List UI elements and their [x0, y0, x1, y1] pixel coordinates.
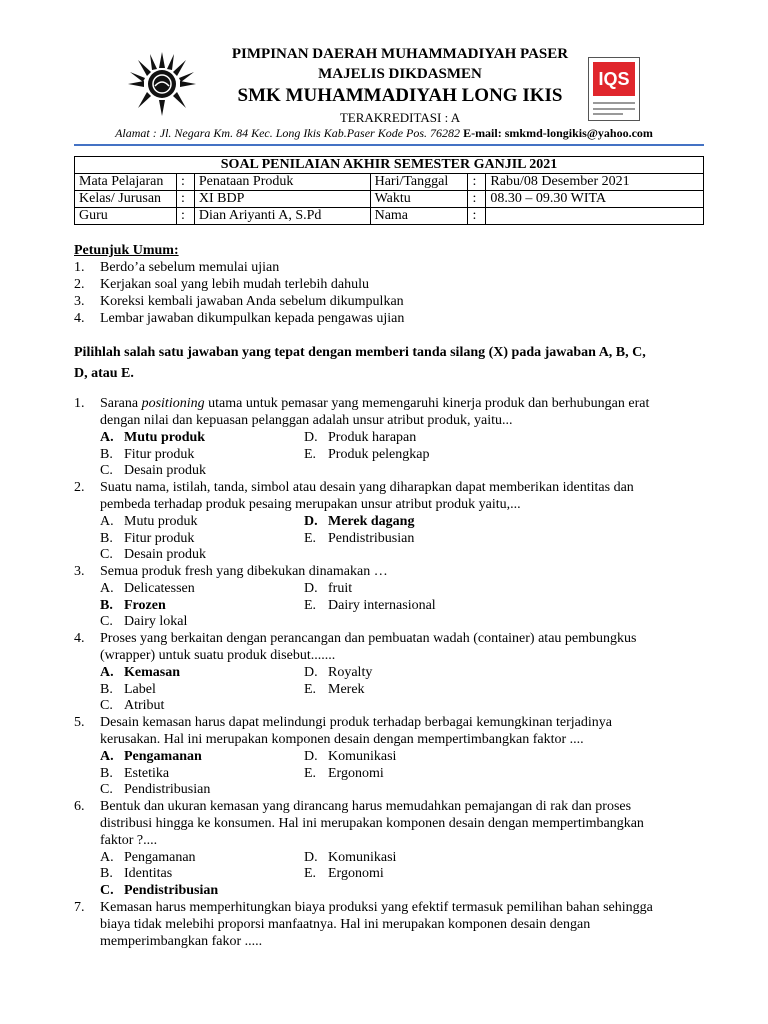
answer-option[interactable]: A. Mutu produk	[100, 514, 198, 529]
name-field[interactable]	[486, 208, 704, 225]
answer-option[interactable]: D. Royalty	[304, 665, 373, 680]
answer-option[interactable]: B. Fitur produk	[100, 531, 195, 546]
answer-option[interactable]: D. Merek dagang	[304, 514, 415, 529]
table-row	[75, 191, 704, 208]
table-row	[75, 208, 704, 225]
answer-option[interactable]: C. Desain produk	[100, 463, 207, 478]
answer-option[interactable]: E. Pendistribusian	[304, 531, 415, 546]
info-sep: :	[468, 208, 486, 225]
exam-title: SOAL PENILAIAN AKHIR SEMESTER GANJIL 2021	[75, 157, 704, 174]
info-label: Mata Pelajaran	[75, 174, 177, 191]
info-label: Waktu	[370, 191, 468, 208]
header-school-name: SMK MUHAMMADIYAH LONG IKIS	[237, 85, 563, 106]
answer-option[interactable]: C. Dairy lokal	[100, 614, 188, 629]
info-sep: :	[468, 174, 486, 191]
info-sep: :	[176, 208, 194, 225]
answer-option[interactable]: A. Kemasan	[100, 665, 180, 680]
header-divider	[74, 144, 704, 146]
info-label: Guru	[75, 208, 177, 225]
answer-option[interactable]: A. Pengamanan	[100, 749, 202, 764]
header-accreditation: TERAKREDITASI : A	[339, 110, 461, 125]
answer-instruction	[74, 342, 714, 384]
answer-option[interactable]: E. Ergonomi	[304, 766, 384, 781]
info-label: Kelas/ Jurusan	[75, 191, 177, 208]
answer-instruction-line-1: Pilihlah salah satu jawaban yang tepat dengan memberi tanda silang (X) pada jawaban A, B, C,	[74, 345, 646, 360]
answer-option[interactable]: A. Delicatessen	[100, 581, 195, 596]
answer-option[interactable]: B. Identitas	[100, 866, 173, 881]
header-address-line	[0, 126, 768, 141]
instructions-heading: Petunjuk Umum:	[74, 243, 179, 258]
answer-option[interactable]: C. Pendistribusian	[100, 782, 211, 797]
header-email: smkmd-longikis@yahoo.com	[504, 126, 653, 140]
info-value: XI BDP	[194, 191, 370, 208]
answer-option[interactable]: C. Desain produk	[100, 547, 207, 562]
answer-option[interactable]: B. Frozen	[100, 598, 166, 613]
info-value: Dian Ariyanti A, S.Pd	[194, 208, 370, 225]
info-sep: :	[468, 191, 486, 208]
answer-option[interactable]: A. Mutu produk	[100, 430, 206, 445]
answer-option[interactable]: D. Komunikasi	[304, 749, 397, 764]
answer-option[interactable]: B. Fitur produk	[100, 447, 195, 462]
answer-option[interactable]: E. Merek	[304, 682, 365, 697]
answer-option[interactable]: E. Produk pelengkap	[304, 447, 430, 462]
info-sep: :	[176, 191, 194, 208]
answer-option[interactable]: C. Pendistribusian	[100, 883, 219, 898]
info-value: Penataan Produk	[194, 174, 370, 191]
exam-info-table	[74, 156, 704, 225]
info-value: Rabu/08 Desember 2021	[486, 174, 704, 191]
header-email-label: E-mail:	[463, 126, 502, 140]
table-row	[75, 174, 704, 191]
iqs-badge-text: IQS	[593, 62, 635, 96]
header-address: Alamat : Jl. Negara Km. 84 Kec. Long Ikis Kab.Paser Kode Pos. 76282	[115, 126, 461, 140]
answer-option[interactable]: B. Label	[100, 682, 156, 697]
info-label: Hari/Tanggal	[370, 174, 468, 191]
answer-option[interactable]: E. Ergonomi	[304, 866, 384, 881]
info-sep: :	[176, 174, 194, 191]
answer-option[interactable]: E. Dairy internasional	[304, 598, 436, 613]
answer-option[interactable]: A. Pengamanan	[100, 850, 196, 865]
answer-option[interactable]: D. Komunikasi	[304, 850, 397, 865]
answer-option[interactable]: C. Atribut	[100, 698, 165, 713]
info-value: 08.30 – 09.30 WITA	[486, 191, 704, 208]
info-label: Nama	[370, 208, 468, 225]
answer-option[interactable]: B. Estetika	[100, 766, 170, 781]
answer-option[interactable]: D. fruit	[304, 581, 353, 596]
answer-option[interactable]: D. Produk harapan	[304, 430, 417, 445]
header-council: MAJELIS DIKDASMEN	[318, 66, 482, 82]
answer-instruction-line-2: D, atau E.	[74, 366, 134, 381]
header-organization: PIMPINAN DAERAH MUHAMMADIYAH PASER	[231, 46, 569, 62]
